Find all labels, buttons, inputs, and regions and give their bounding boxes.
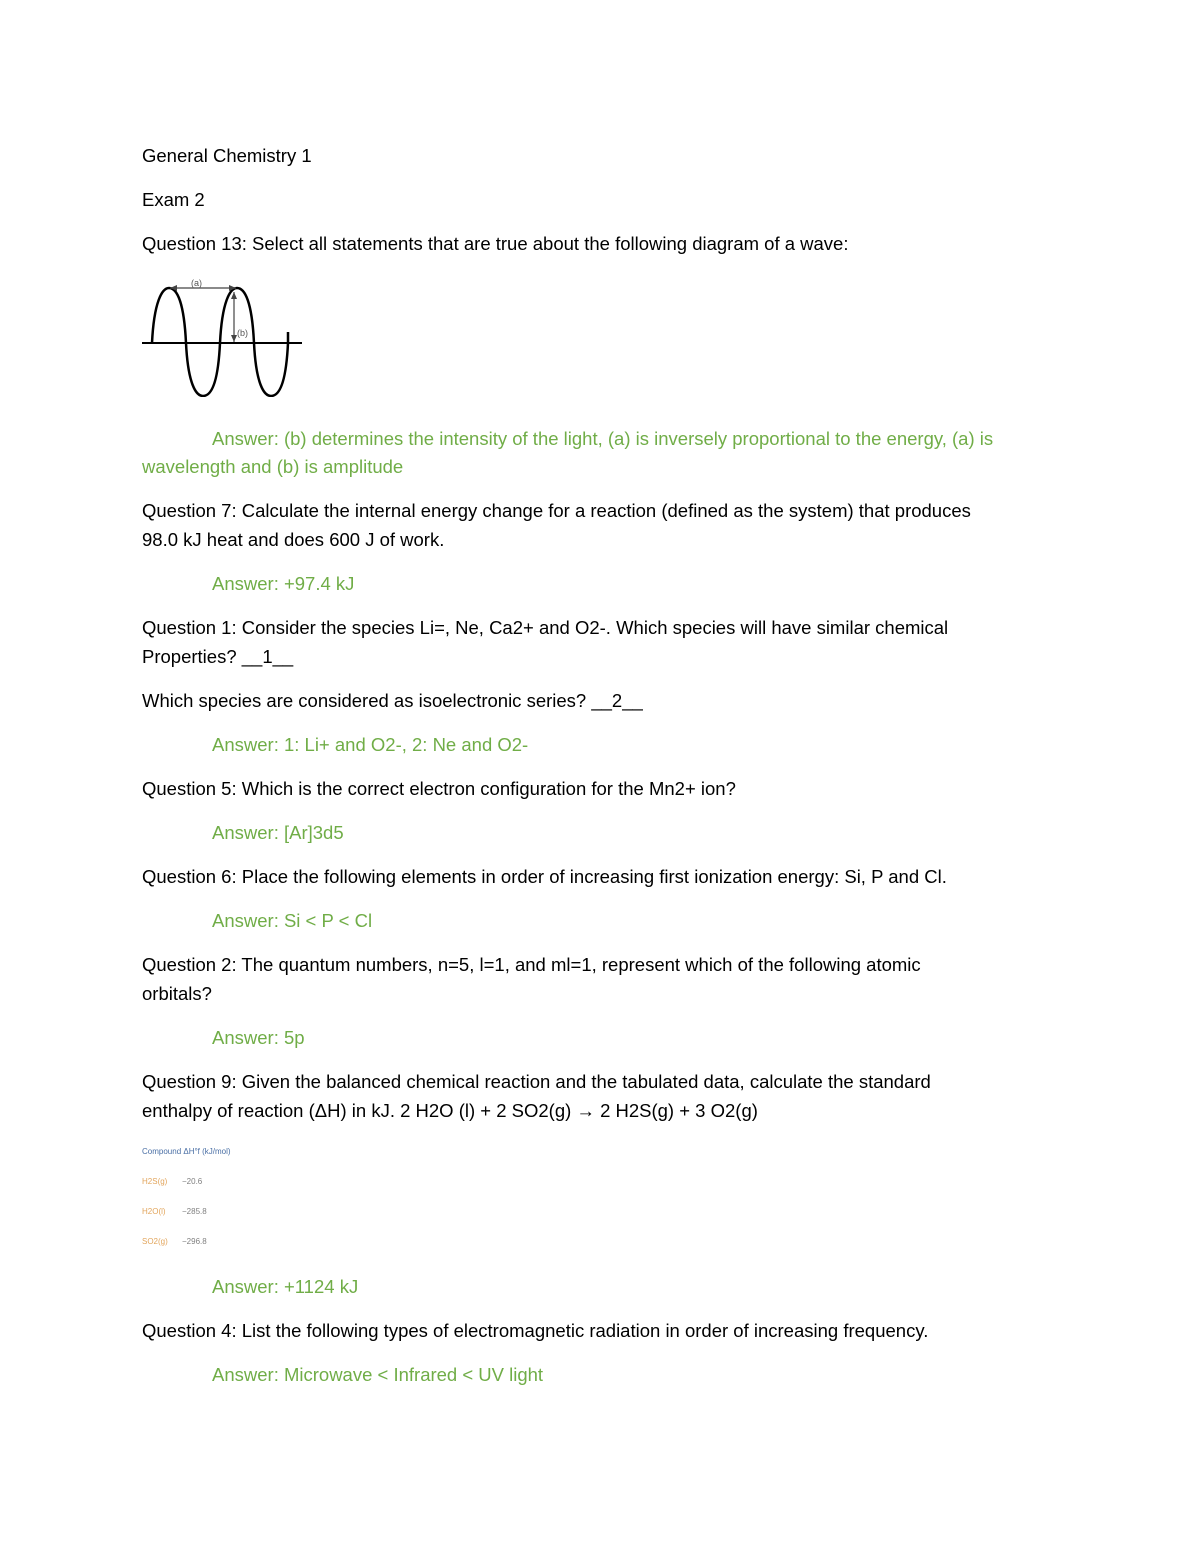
enthalpy-data-table: [142, 1140, 322, 1250]
question-text: Given the balanced chemical reaction and the tabulated data, calculate the standard: [236, 1071, 931, 1092]
table-row: SO2(g) −296.8: [142, 1237, 207, 1246]
question-text: Consider the species Li=, Ne, Ca2+ and O2-. Which species will have similar chemical: [236, 617, 949, 638]
table-row: H2S(g) −20.6: [142, 1177, 203, 1186]
question-text: The quantum numbers, n=5, l=1, and ml=1, represent which of the following atomic: [236, 954, 921, 975]
question-text: Select all statements that are true about the following diagram of a wave:: [246, 233, 849, 254]
question-13: [142, 230, 1082, 258]
question-1-part2: Which species are considered as isoelectronic series? __2__: [142, 690, 643, 711]
document-title: General Chemistry 1: [142, 145, 312, 166]
answer-4: Answer: Microwave < Infrared < UV light: [212, 1364, 544, 1385]
question-1: [142, 614, 1082, 642]
question-9-cont: enthalpy of reaction (ΔH) in kJ. 2 H2O (l) + 2 SO2(g) → 2 H2S(g) + 3 O2(g): [142, 1100, 758, 1121]
question-text: Which is the correct electron configuration for the Mn2+ ion?: [236, 778, 736, 799]
answer-label: Answer:: [212, 428, 279, 449]
question-5: [142, 775, 1082, 803]
question-label: Question 6:: [142, 866, 237, 887]
question-2: [142, 951, 1082, 979]
question-label: Question 13:: [142, 233, 247, 254]
answer-7: Answer: +97.4 kJ: [212, 573, 355, 594]
question-text: Place the following elements in order of increasing first ionization energy: Si, P and Cl.: [236, 866, 947, 887]
answer-6: Answer: Si < P < Cl: [212, 910, 373, 931]
table-row: H2O(l) −285.8: [142, 1207, 207, 1216]
question-label: Question 7:: [142, 500, 237, 521]
document-subtitle: Exam 2: [142, 189, 205, 210]
answer-13: [142, 425, 1062, 481]
answer-2: Answer: 5p: [212, 1027, 305, 1048]
question-label: Question 9:: [142, 1071, 237, 1092]
question-4: [142, 1317, 1082, 1345]
question-1-cont: Properties? __1__: [142, 646, 294, 667]
question-2-cont: orbitals?: [142, 983, 212, 1004]
question-label: Question 4:: [142, 1320, 237, 1341]
question-7-cont: 98.0 kJ heat and does 600 J of work.: [142, 529, 445, 550]
question-text: List the following types of electromagnetic radiation in order of increasing frequency.: [236, 1320, 929, 1341]
question-text: Calculate the internal energy change for a reaction (defined as the system) that produces: [236, 500, 971, 521]
question-7: [142, 497, 1082, 525]
answer-5: Answer: [Ar]3d5: [212, 822, 344, 843]
question-label: Question 2:: [142, 954, 237, 975]
wave-diagram: [140, 272, 305, 397]
answer-1: Answer: 1: Li+ and O2-, 2: Ne and O2-: [212, 734, 529, 755]
wave-label-b: (b): [237, 328, 248, 338]
question-9: [142, 1068, 1082, 1096]
question-6: [142, 863, 1082, 891]
answer-text: (b) determines the intensity of the light, (a) is inversely proportional to the energy, (a) is wavelength and (b) is amplitude: [142, 428, 994, 477]
table-header: Compound ΔH°f (kJ/mol): [142, 1147, 231, 1156]
wave-label-a: (a): [191, 278, 202, 288]
question-label: Question 5:: [142, 778, 237, 799]
answer-9: Answer: +1124 kJ: [212, 1276, 359, 1297]
question-label: Question 1:: [142, 617, 237, 638]
